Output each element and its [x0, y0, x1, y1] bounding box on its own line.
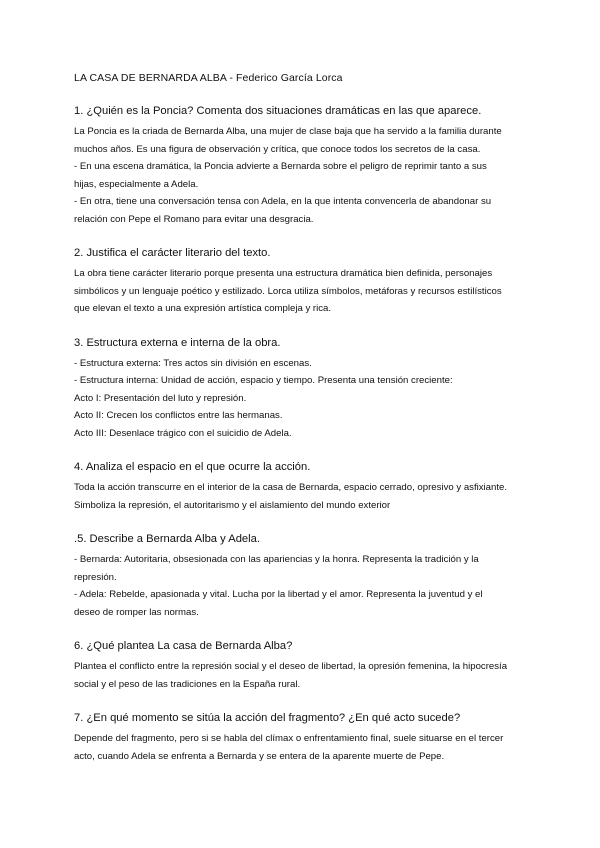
question-section [74, 246, 534, 318]
answer-line: La Poncia es la criada de Bernarda Alba, una mujer de clase baja que ha servido a la familia durante [74, 126, 502, 137]
question-heading: 4. Analiza el espacio en el que ocurre la acción. [74, 461, 311, 473]
question-section [74, 711, 534, 765]
answer-line: deseo de romper las normas. [74, 606, 199, 618]
answer-line: - Estructura interna: Unidad de acción, espacio y tiempo. Presenta una tensión creciente: [74, 375, 453, 386]
answer-line: - Bernarda: Autoritaria, obsesionada con las apariencias y la honra. Representa la tradición y la [74, 554, 479, 565]
sections-container [74, 104, 534, 765]
question-heading: 7. ¿En qué momento se sitúa la acción del fragmento? ¿En qué acto sucede? [74, 712, 461, 724]
question-section [74, 460, 534, 514]
document-title: LA CASA DE BERNARDA ALBA - Federico García Lorca [74, 72, 343, 84]
answer-line: muchos años. Es una figura de observación y crítica, que conoce todos los secretos de la casa. [74, 143, 481, 155]
answer-line: represión. [74, 571, 117, 583]
answer-line: - En una escena dramática, la Poncia advierte a Bernarda sobre el peligro de reprimir tanto a sus [74, 161, 487, 172]
question-section [74, 639, 534, 693]
answer-line: Depende del fragmento, pero si se habla del clímax o enfrentamiento final, suele situarse en el tercer [74, 733, 504, 744]
answer-line: acto, cuando Adela se enfrenta a Bernarda y se entera de la aparente muerte de Pepe. [74, 750, 445, 762]
answer-line: Simboliza la represión, el autoritarismo y el aislamiento del mundo exterior [74, 499, 391, 511]
answer-line: Acto II: Crecen los conflictos entre las hermanas. [74, 410, 283, 421]
question-section [74, 532, 534, 621]
question-heading: 3. Estructura externa e interna de la obra. [74, 336, 281, 349]
question-heading: 1. ¿Quién es la Poncia? Comenta dos situaciones dramáticas en las que aparece. [74, 105, 482, 117]
answer-line: Plantea el conflicto entre la represión social y el deseo de libertad, la opresión femenina, la hipocresía [74, 661, 508, 672]
answer-line: - Estructura externa: Tres actos sin división en escenas. [74, 357, 312, 369]
document-content [74, 71, 534, 783]
answer-line: Acto III: Desenlace trágico con el suicidio de Adela. [74, 427, 292, 439]
answer-line: La obra tiene carácter literario porque presenta una estructura dramática bien definida, personajes [74, 268, 493, 279]
answer-line: social y el peso de las tradiciones en la España rural. [74, 678, 301, 690]
answer-line: simbólicos y un lenguaje poético y estilizado. Lorca utiliza símbolos, metáforas y recursos estilísticos [74, 285, 502, 297]
answer-line: Acto I: Presentación del luto y represión. [74, 392, 247, 404]
answer-line: que elevan el texto a una expresión artística compleja y rica. [74, 303, 332, 314]
question-heading: 6. ¿Qué plantea La casa de Bernarda Alba? [74, 640, 293, 652]
answer-line: - Adela: Rebelde, apasionada y vital. Lucha por la libertad y el amor. Representa la juventud y el [74, 589, 483, 600]
answer-line: Toda la acción transcurre en el interior de la casa de Bernarda, espacio cerrado, opresivo y asfixiante. [74, 482, 508, 493]
question-section [74, 104, 534, 228]
question-heading: 2. Justifica el carácter literario del texto. [74, 247, 271, 259]
question-heading: .5. Describe a Bernarda Alba y Adela. [74, 533, 260, 545]
answer-line: hijas, especialmente a Adela. [74, 178, 199, 190]
answer-line: relación con Pepe el Romano para evitar una desgracia. [74, 213, 314, 225]
question-section [74, 336, 534, 443]
answer-line: - En otra, tiene una conversación tensa con Adela, en la que intenta convencerla de abandonar su [74, 196, 492, 207]
